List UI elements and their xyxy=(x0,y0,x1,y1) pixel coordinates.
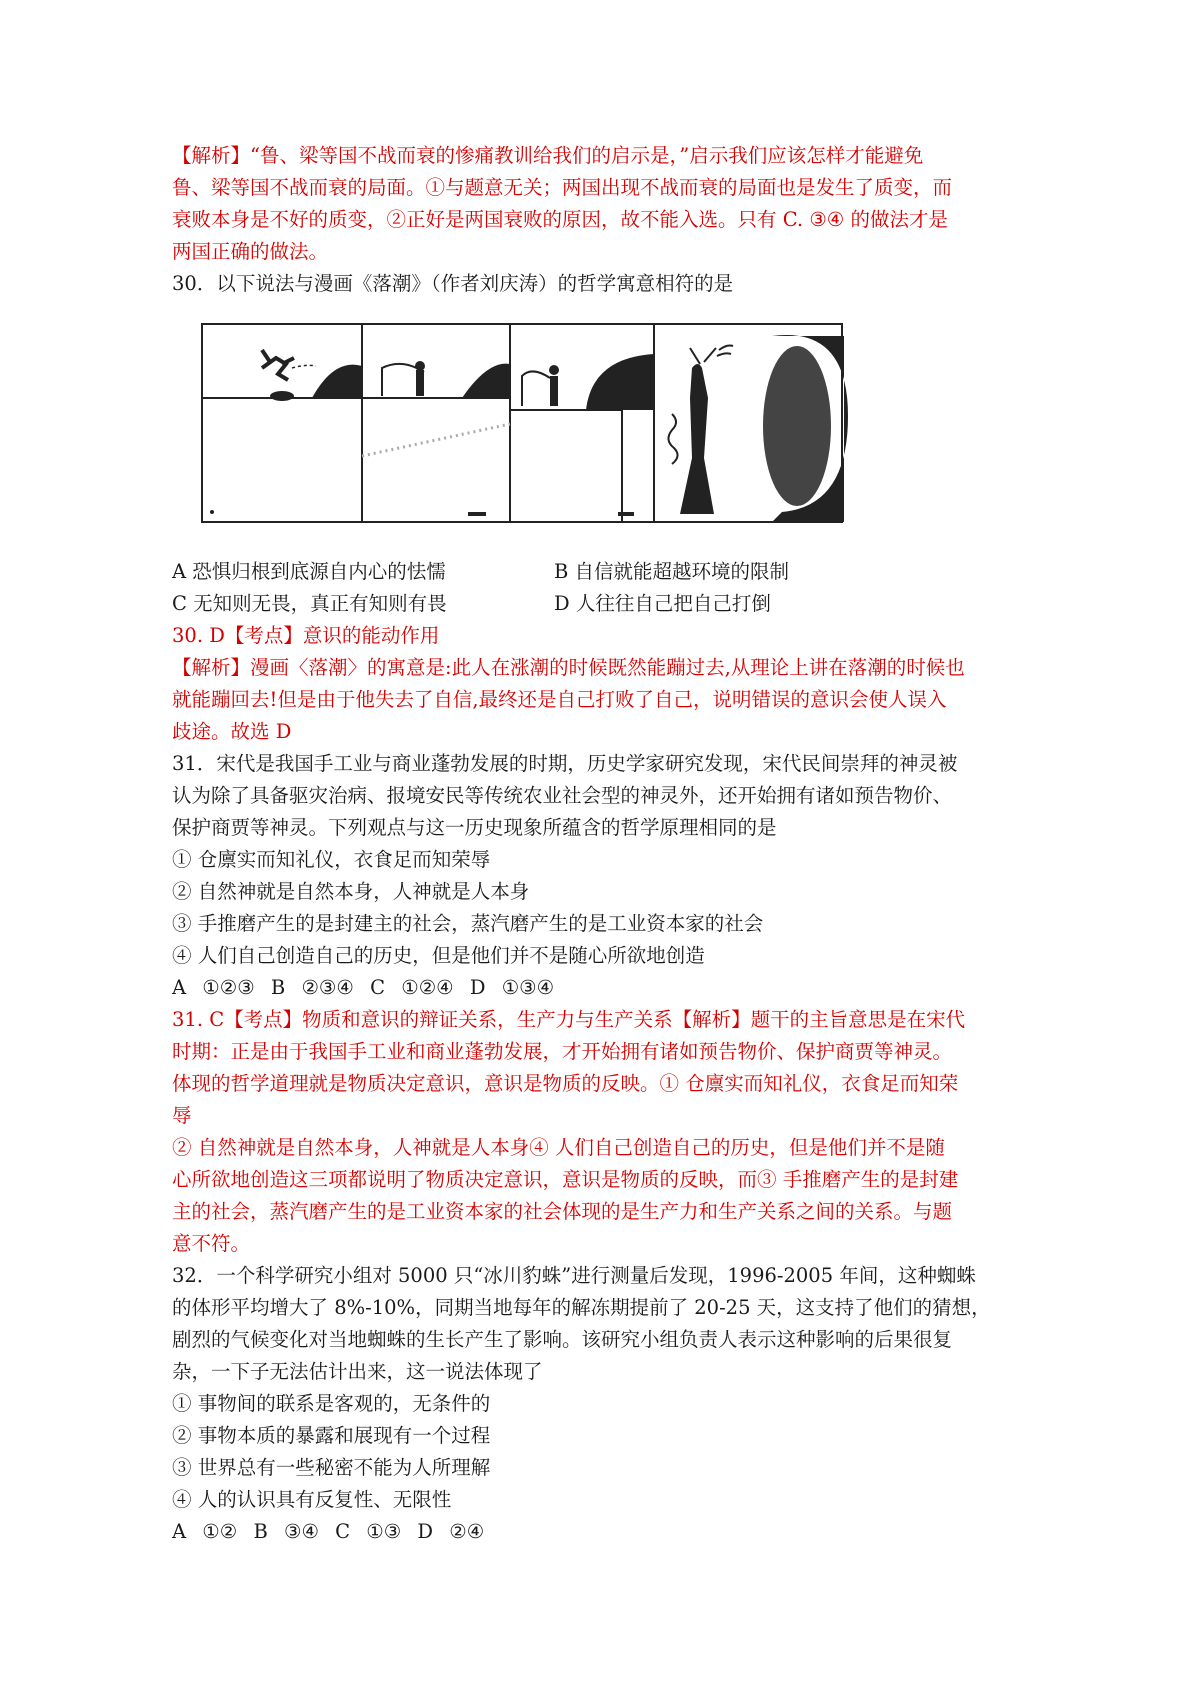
q31-answer-line-7: 主的社会，蒸汽磨产生的是工业资本家的社会体现的是生产力和生产关系之间的关系。与题 xyxy=(172,1200,953,1223)
q31-answer-line-3: 体现的哲学道理就是物质决定意识，意识是物质的反映。① 仓廪实而知礼仪，衣食足而知荣 xyxy=(172,1072,959,1095)
q31-item-2: ② 自然神就是自然本身，人神就是人本身 xyxy=(172,880,530,903)
q32-item-4: ④ 人的认识具有反复性、无限性 xyxy=(172,1488,452,1511)
q30-option-c: C 无知则无畏，真正有知则有畏 xyxy=(172,592,447,615)
q30-explanation-line-3: 歧途。故选 D xyxy=(172,720,292,743)
q31-item-4: ④ 人们自己创造自己的历史，但是他们并不是随心所欲地创造 xyxy=(172,944,705,967)
q30-option-d: D 人往往自己把自己打倒 xyxy=(554,592,771,615)
q31-stem-line-3: 保护商贾等神灵。下列观点与这一历史现象所蕴含的哲学原理相同的是 xyxy=(172,816,777,839)
cartoon-luochao xyxy=(172,306,848,546)
q30-option-a: A 恐惧归根到底源自内心的怯懦 xyxy=(172,560,446,583)
q29-explanation-line-1: 【解析】“鲁、梁等国不战而衰的惨痛教训给我们的启示是，”启示我们应该怎样才能避免 xyxy=(172,144,924,167)
q31-item-1: ① 仓廪实而知礼仪，衣食足而知荣辱 xyxy=(172,848,491,871)
q31-answer-line-2: 时期：正是由于我国手工业和商业蓬勃发展，才开始拥有诸如预告物价、保护商贾等神灵。 xyxy=(172,1040,953,1063)
q31-stem-line-2: 认为除了具备驱灾治病、报境安民等传统农业社会型的神灵外，还开始拥有诸如预告物价、 xyxy=(172,784,953,807)
q31-answer-line-8: 意不符。 xyxy=(172,1232,251,1255)
q32-item-2: ② 事物本质的暴露和展现有一个过程 xyxy=(172,1424,491,1447)
q32-stem-line-2: 的体形平均增大了 8%-10%，同期当地每年的解冻期提前了 20-25 天，这支持了他们的猜想， xyxy=(172,1296,991,1319)
q31-choices: A ①②③ B ②③④ C ①②④ D ①③④ xyxy=(172,976,555,999)
q32-stem-line-3: 剧烈的气候变化对当地蜘蛛的生长产生了影响。该研究小组负责人表示这种影响的后果很复 xyxy=(172,1328,953,1351)
q31-answer-line-5: ② 自然神就是自然本身，人神就是人本身④ 人们自己创造自己的历史，但是他们并不是随 xyxy=(172,1136,945,1159)
q30-answer: 30. D【考点】意识的能动作用 xyxy=(172,624,440,647)
q31-answer-line-4: 辱 xyxy=(172,1104,192,1127)
q30-options-row-1 xyxy=(172,556,1042,588)
q31-answer-line-6: 心所欲地创造这三项都说明了物质决定意识，意识是物质的反映，而③ 手推磨产生的是封建 xyxy=(172,1168,959,1191)
q29-explanation-line-4: 两国正确的做法。 xyxy=(172,240,329,263)
q31-stem-line-1: 31．宋代是我国手工业与商业蓬勃发展的时期，历史学家研究发现，宋代民间崇拜的神灵被 xyxy=(172,752,958,775)
q30-stem: 30．以下说法与漫画《落潮》（作者刘庆涛）的哲学寓意相符的是 xyxy=(172,272,734,295)
cartoon-image xyxy=(172,306,848,546)
q29-explanation-line-3: 衰败本身是不好的质变，②正好是两国衰败的原因，故不能入选。只有 C. ③④ 的做法才是 xyxy=(172,208,948,231)
q32-choices: A ①② B ③④ C ①③ D ②④ xyxy=(172,1520,485,1543)
q31-item-3: ③ 手推磨产生的是封建主的社会，蒸汽磨产生的是工业资本家的社会 xyxy=(172,912,764,935)
q32-item-3: ③ 世界总有一些秘密不能为人所理解 xyxy=(172,1456,491,1479)
document-page xyxy=(172,140,1042,1548)
q30-explanation-line-2: 就能蹦回去!但是由于他失去了自信,最终还是自己打败了自己，说明错误的意识会使人误入 xyxy=(172,688,947,711)
q29-explanation-line-2: 鲁、梁等国不战而衰的局面。①与题意无关；两国出现不战而衰的局面也是发生了质变，而 xyxy=(172,176,953,199)
q32-stem-line-1: 32．一个科学研究小组对 5000 只“冰川豹蛛”进行测量后发现，1996-2005 年间，这种蜘蛛 xyxy=(172,1264,976,1287)
q31-answer-line-1: 31. C【考点】物质和意识的辩证关系，生产力与生产关系【解析】题干的主旨意思是在宋代 xyxy=(172,1008,966,1031)
q32-stem-line-4: 杂，一下子无法估计出来，这一说法体现了 xyxy=(172,1360,543,1383)
q30-options-row-2 xyxy=(172,588,1042,620)
q32-item-1: ① 事物间的联系是客观的，无条件的 xyxy=(172,1392,491,1415)
q30-option-b: B 自信就能超越环境的限制 xyxy=(554,560,790,583)
q30-explanation-line-1: 【解析】漫画〈落潮〉的寓意是:此人在涨潮的时候既然能蹦过去,从理论上讲在落潮的时候也 xyxy=(172,656,965,679)
